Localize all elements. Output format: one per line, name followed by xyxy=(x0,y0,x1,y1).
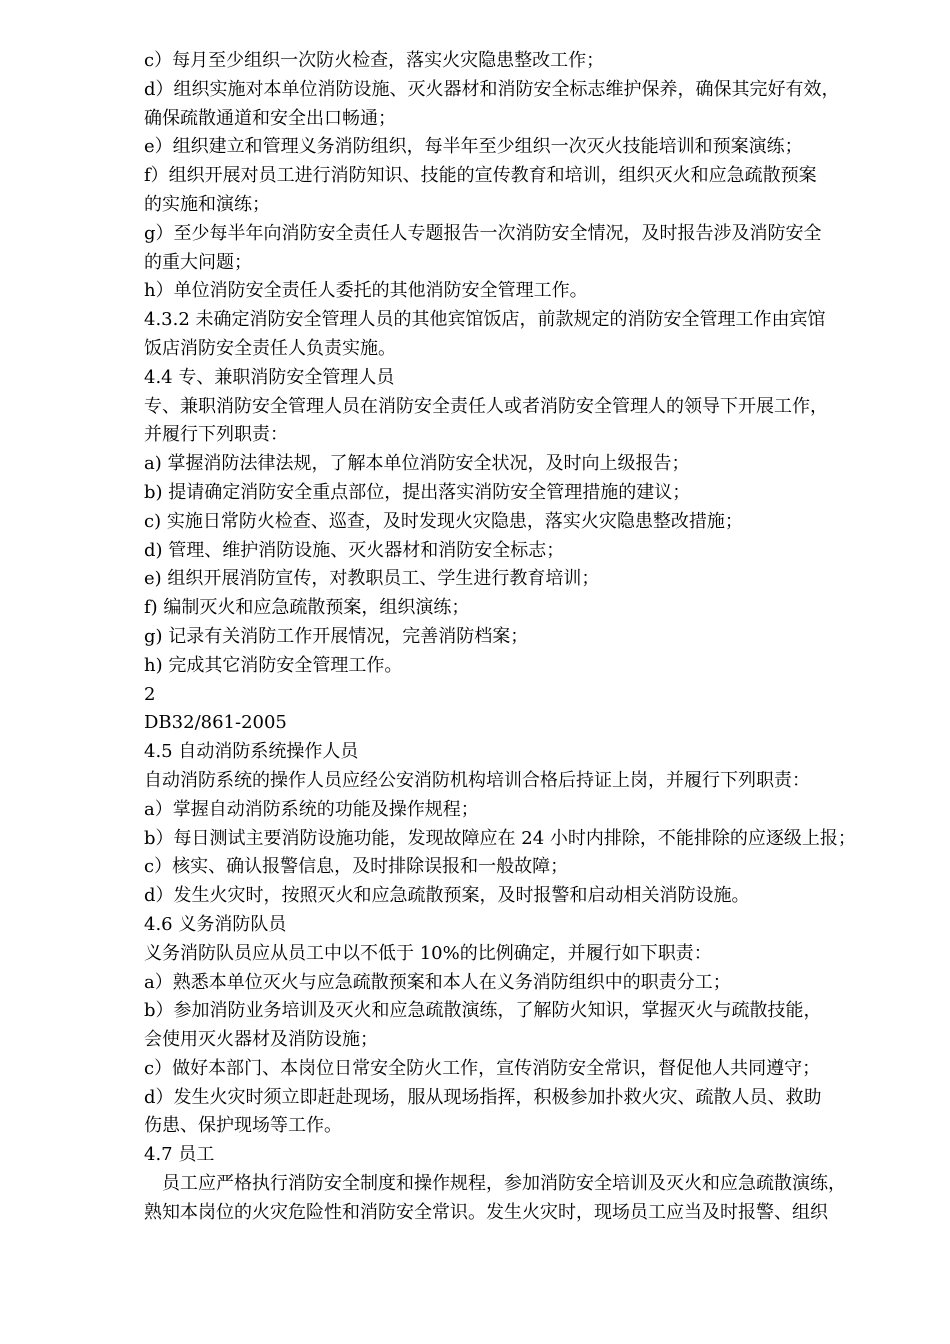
text-line: 义务消防队员应从员工中以不低于 10%的比例确定，并履行如下职责： xyxy=(144,942,712,964)
text-line: c）每月至少组织一次防火检查，落实火灾隐患整改工作； xyxy=(144,50,605,71)
text-line: 的实施和演练； xyxy=(144,193,270,215)
list-item: a）熟悉本单位灭火与应急疏散预案和本人在义务消防组织中的职责分工； xyxy=(144,971,731,993)
list-item: d）发生火灾时，按照灭火和应急疏散预案，及时报警和启动相关消防设施。 xyxy=(144,885,750,907)
text-line: 熟知本岗位的火灾危险性和消防安全常识。发生火灾时，现场员工应当及时报警、组织 xyxy=(144,1201,828,1223)
text-line: h）单位消防安全责任人委托的其他消防安全管理工作。 xyxy=(144,280,588,302)
page-number: 2 xyxy=(144,683,156,705)
section-heading: 4.4 专、兼职消防安全管理人员 xyxy=(144,366,395,388)
list-item: d）发生火灾时须立即赶赴现场，服从现场指挥，积极参加扑救火灾、疏散人员、救助 xyxy=(144,1086,822,1108)
text-line: 确保疏散通道和安全出口畅通； xyxy=(144,107,396,129)
text-line: 的重大问题； xyxy=(144,251,252,273)
list-item: g) 记录有关消防工作开展情况，完善消防档案； xyxy=(144,625,529,647)
list-item: a) 掌握消防法律法规，了解本单位消防安全状况，及时向上级报告； xyxy=(144,453,690,475)
list-item: b) 提请确定消防安全重点部位，提出落实消防安全管理措施的建议； xyxy=(144,481,691,503)
list-item: e) 组织开展消防宣传，对教职员工、学生进行教育培训； xyxy=(144,568,600,590)
list-item: b）参加消防业务培训及灭火和应急疏散演练，了解防火知识，掌握灭火与疏散技能， xyxy=(144,1000,822,1022)
document-page xyxy=(144,47,904,1228)
text-line: 并履行下列职责： xyxy=(144,424,288,446)
list-item: d) 管理、维护消防设施、灭火器材和消防安全标志； xyxy=(144,539,565,561)
text-line: 专、兼职消防安全管理人员在消防安全责任人或者消防安全管理人的领导下开展工作， xyxy=(144,395,828,417)
text-line: 饭店消防安全责任人负责实施。 xyxy=(144,337,396,359)
text-line: 伤患、保护现场等工作。 xyxy=(144,1115,342,1137)
list-item: c）做好本部门、本岗位日常安全防火工作，宣传消防安全常识，督促他人共同遵守； xyxy=(144,1057,821,1079)
text-line: 会使用灭火器材及消防设施； xyxy=(144,1029,378,1051)
text-line: f）组织开展对员工进行消防知识、技能的宣传教育和培训，组织灭火和应急疏散预案 xyxy=(144,165,817,187)
text-line: e）组织建立和管理义务消防组织，每半年至少组织一次灭火技能培训和预案演练； xyxy=(144,136,803,158)
text-line: d）组织实施对本单位消防设施、灭火器材和消防安全标志维护保养，确保其完好有效， xyxy=(144,78,840,100)
list-item: c) 实施日常防火检查、巡查，及时发现火灾隐患，落实火灾隐患整改措施； xyxy=(144,510,743,532)
list-item: c）核实、确认报警信息，及时排除误报和一般故障； xyxy=(144,856,569,878)
list-item: h) 完成其它消防安全管理工作。 xyxy=(144,654,403,676)
text-line: 自动消防系统的操作人员应经公安消防机构培训合格后持证上岗，并履行下列职责： xyxy=(144,769,810,791)
list-item: b）每日测试主要消防设施功能，发现故障应在 24 小时内排除，不能排除的应逐级上报； xyxy=(144,827,856,849)
section-heading: 4.6 义务消防队员 xyxy=(144,913,287,935)
list-item: f) 编制灭火和应急疏散预案，组织演练； xyxy=(144,597,470,619)
standard-code: DB32/861-2005 xyxy=(144,712,287,734)
section-heading: 4.7 员工 xyxy=(144,1144,215,1166)
text-line: 员工应严格执行消防安全制度和操作规程，参加消防安全培训及灭火和应急疏散演练， xyxy=(162,1173,846,1195)
text-line: g）至少每半年向消防安全责任人专题报告一次消防安全情况，及时报告涉及消防安全 xyxy=(144,222,822,244)
section-heading: 4.5 自动消防系统操作人员 xyxy=(144,741,359,763)
list-item: a）掌握自动消防系统的功能及操作规程； xyxy=(144,798,479,820)
text-line: 4.3.2 未确定消防安全管理人员的其他宾馆饭店，前款规定的消防安全管理工作由宾馆 xyxy=(144,309,826,331)
